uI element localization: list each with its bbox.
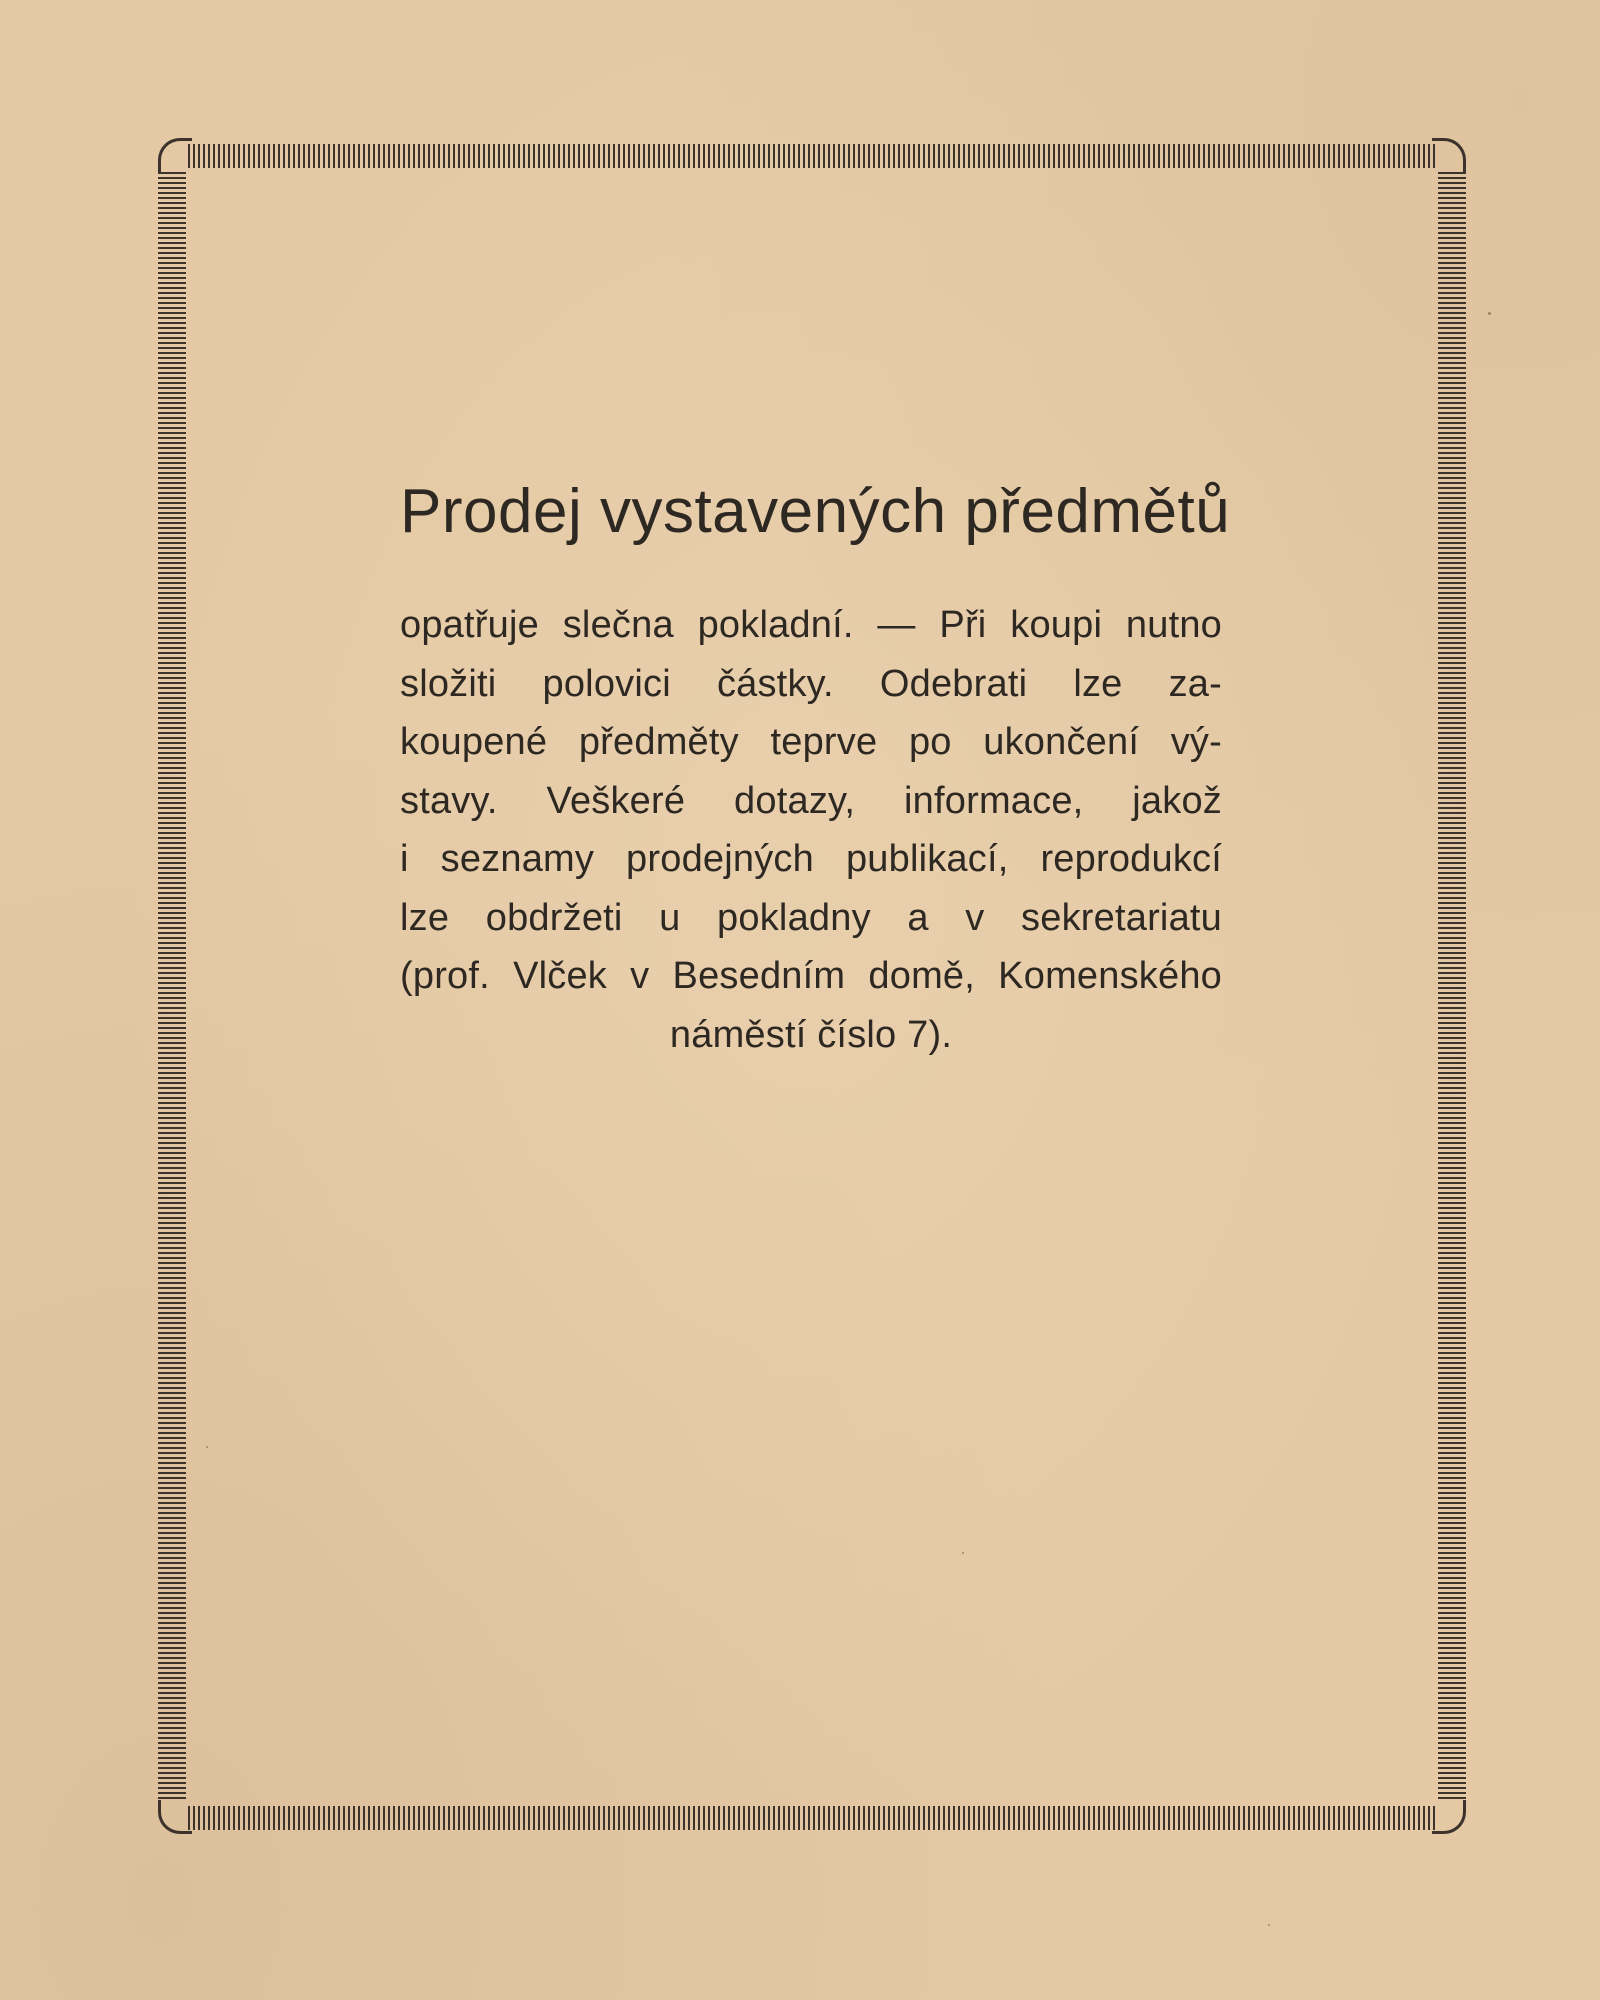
page-heading: Prodej vystavených předmětů [400,477,1231,546]
paper-speck [1268,1924,1270,1926]
body-line-last: náměstí číslo 7). [669,1013,953,1056]
border-corner-bottom-left [158,1800,192,1834]
page-content [400,477,1231,1064]
body-paragraph [400,596,1222,1064]
border-corner-top-right [1432,138,1466,172]
paper-speck [1488,312,1491,315]
border-top [188,144,1436,168]
body-line: stavy. Veškeré dotazy, informace, jakož [400,779,1222,822]
body-line: koupené předměty teprve po ukončení vý- [400,721,1222,764]
paper-speck [206,1446,208,1448]
border-right [1438,172,1466,1802]
body-line: i seznamy prodejných publikací, reprodukcí [400,838,1222,881]
paper-speck [962,1552,964,1554]
body-line: opatřuje slečna pokladní. — Při koupi nutno [400,604,1222,647]
border-corner-top-left [158,138,192,172]
body-line: složiti polovici částky. Odebrati lze za- [400,662,1222,705]
border-left [158,172,186,1802]
border-corner-bottom-right [1432,1800,1466,1834]
border-bottom [188,1806,1436,1830]
body-line: (prof. Vlček v Besedním domě, Komenského [400,955,1222,998]
body-line: lze obdržeti u pokladny a v sekretariatu [400,896,1222,939]
